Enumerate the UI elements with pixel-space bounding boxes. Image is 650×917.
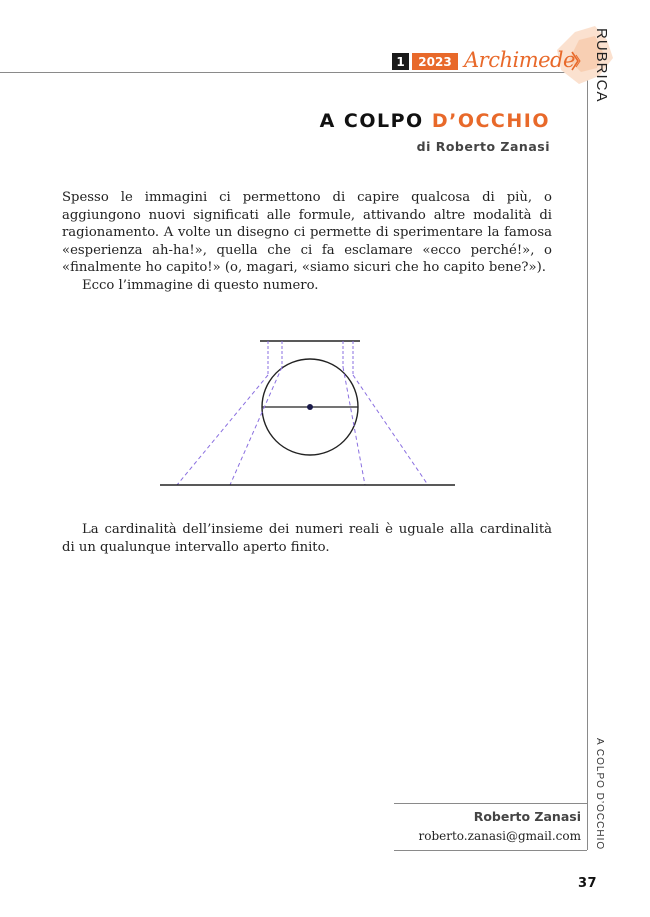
ray-line	[177, 375, 268, 485]
section-label: RUBRICA	[593, 28, 610, 103]
center-point	[307, 404, 313, 410]
article-title	[320, 110, 550, 132]
paragraph-image-intro: Ecco l’immagine di questo numero.	[82, 278, 319, 293]
side-rule	[587, 50, 588, 850]
paragraph-conclusion: La cardinalità dell’insieme dei numeri reali è uguale alla cardinalità di un qualunque intervallo aperto finito.	[62, 522, 552, 555]
journal-chevron-icon	[568, 51, 582, 71]
title-main: A COLPO	[319, 110, 424, 132]
header-rule	[0, 72, 587, 73]
signature-rule-top	[394, 803, 587, 804]
ray-line	[230, 367, 282, 485]
issue-year: 2023	[412, 53, 458, 70]
journal-name: Archimede	[464, 48, 575, 72]
title-accent: D’OCCHIO	[431, 110, 550, 132]
running-title: A COLPO D’OCCHIO	[594, 738, 605, 851]
ray-line	[353, 375, 428, 485]
issue-number: 1	[392, 53, 409, 70]
byline: di Roberto Zanasi	[416, 139, 550, 154]
signature-rule-bottom	[394, 850, 587, 851]
author-email[interactable]: roberto.zanasi@gmail.com	[418, 829, 581, 843]
page-number: 37	[578, 876, 598, 891]
author-name: Roberto Zanasi	[473, 809, 581, 824]
paragraph-intro: Spesso le immagini ci permettono di capire qualcosa di più, o aggiungono nuovi significati alle formule, attivando altre modalità di ragionamento. A volte un disegno ci permette di sperimentare la famosa «esperienza ah-ha!», quella che ci fa esclamare «ecco perché!», o «finalmente ho capito!» (o, magari, «siamo sicuri che ho capito bene?»).	[62, 190, 552, 276]
proof-figure	[150, 325, 460, 500]
